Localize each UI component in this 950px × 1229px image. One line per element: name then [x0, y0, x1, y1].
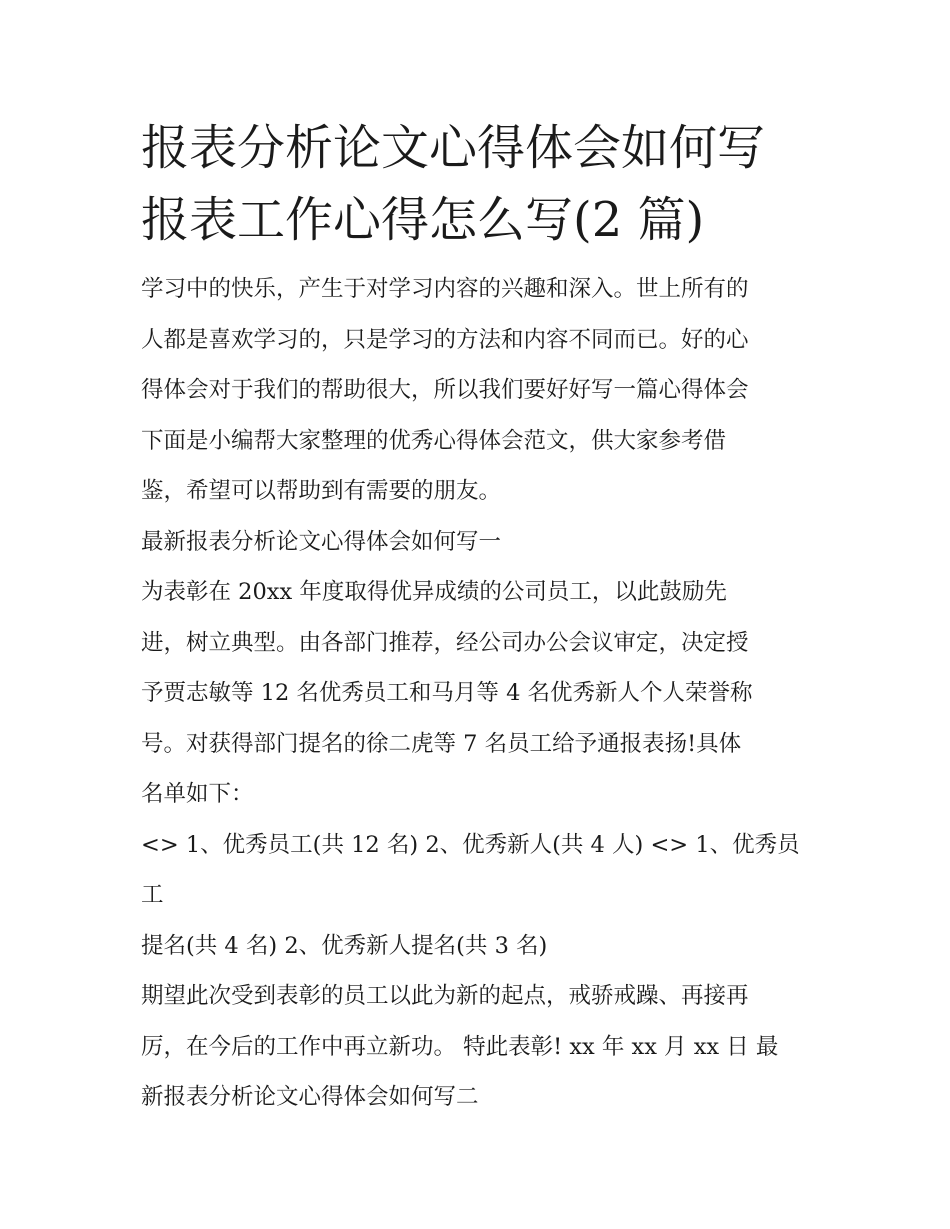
document-title: 报表分析论文心得体会如何写 报表工作心得怎么写(2 篇)	[141, 120, 766, 248]
award-list-paragraph: <> 1、优秀员工(共 12 名) 2、优秀新人(共 4 人) <> 1、优秀员工 提名(共 4 名) 2、优秀新人提名(共 3 名)	[141, 831, 800, 959]
document-page	[141, 112, 813, 1123]
award-announcement-paragraph: 为表彰在 20xx 年度取得优异成绩的公司员工，以此鼓励先 进，树立典型。由各部门推荐，经公司办公会议审定，决定授 予贾志敏等 12 名优秀员工和马月等 4 名优秀新人个人荣誉称 号。对获得部门提名的徐二虎等 7 名员工给予通报表扬!具体 名单如下：	[141, 579, 753, 807]
closing-paragraph: 期望此次受到表彰的员工以此为新的起点，戒骄戒躁、再接再 厉，在今后的工作中再立新功。 特此表彰! xx 年 xx 月 xx 日 最 新报表分析论文心得体会如何写二	[141, 983, 779, 1110]
intro-paragraph: 学习中的快乐，产生于对学习内容的兴趣和深入。世上所有的 人都是喜欢学习的，只是学习的方法和内容不同而已。好的心 得体会对于我们的帮助很大，所以我们要好好写一篇心得体会 下面是小编帮大家整理的优秀心得体会范文，供大家参考借 鉴，希望可以帮助到有需要的朋友。	[141, 276, 749, 504]
section-heading-one: 最新报表分析论文心得体会如何写一	[141, 528, 502, 555]
